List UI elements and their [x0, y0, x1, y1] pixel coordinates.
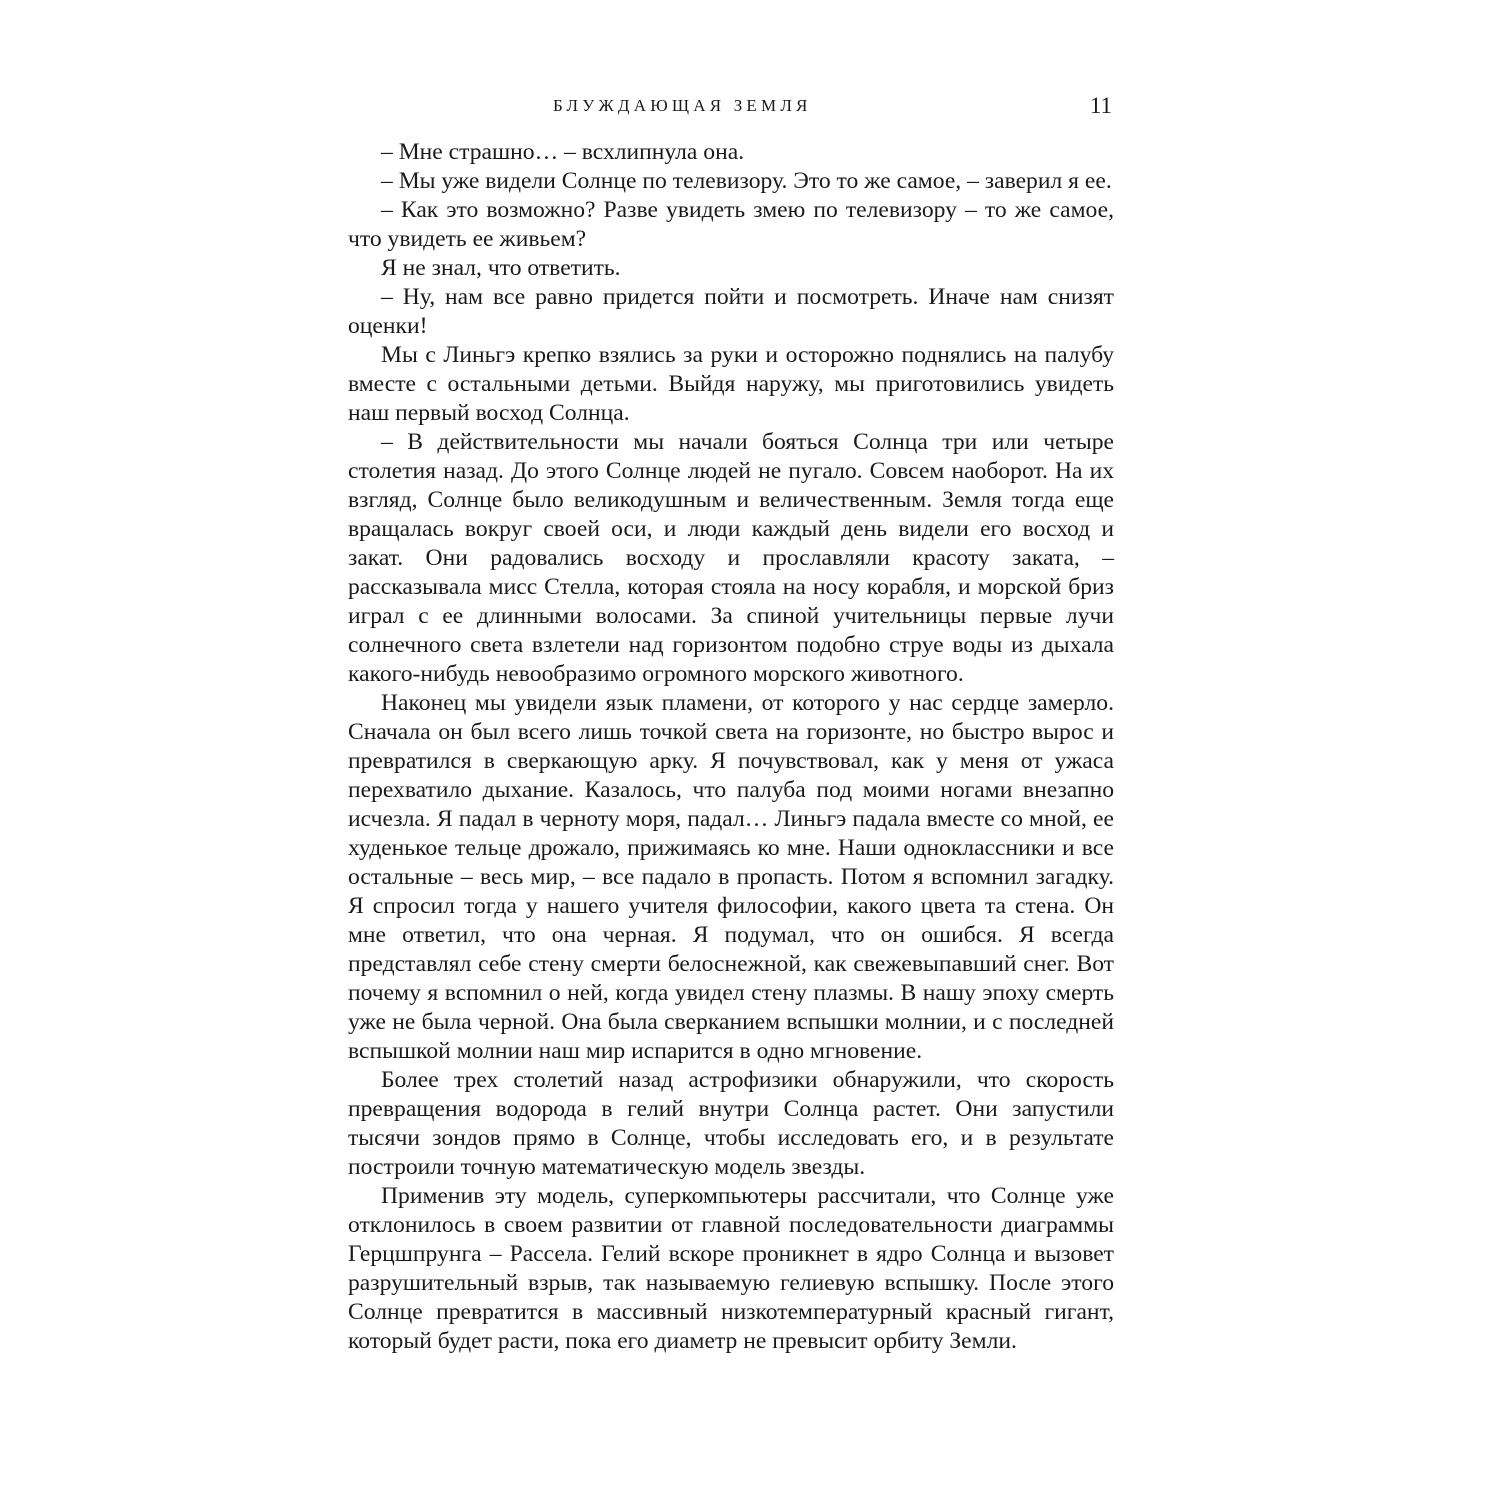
paragraph: – Как это возможно? Разве увидеть змею по телевизору – то же самое, что увидеть ее живьем? — [348, 197, 1114, 252]
paragraph: Наконец мы увидели язык пламени, от которого у нас сердце замерло. Сначала он был всего лишь точкой света на горизонте, но быстро вырос и превратился в сверкающую арку. Я почувствовал, как у меня от ужаса перехватило дыхание. Казалось, что палуба под моими ногами внезапно исчезла. Я падал в черноту моря, падал… Линьгэ падала вместе со мной, ее худенькое тельце дрожало, прижимаясь ко мне. Наши одноклассники и все остальные – весь мир, – все падало в пропасть. Потом я вспомнил загадку. Я спросил тогда у нашего учителя философии, какого цвета та стена. Он мне ответил, что она черная. Я подумал, что он ошибся. Я всегда представлял себе стену смерти белоснежной, как свежевыпавший снег. Вот почему я вспомнил о ней, когда увидел стену плазмы. В нашу эпоху смерть уже не была черной. Она была сверканием вспышки молнии, и с последней вспышкой молнии наш мир испарится в одно мгновение. — [348, 690, 1114, 1064]
paragraph: Более трех столетий назад астрофизики обнаружили, что скорость превращения водорода в гелий внутри Солнца растет. Они запустили тысячи зондов прямо в Солнце, чтобы исследовать его, и в результате построили точную математическую модель звезды. — [348, 1067, 1114, 1180]
paragraph: – Мне страшно… – всхлипнула она. — [381, 139, 745, 165]
paragraph: Мы с Линьгэ крепко взялись за руки и осторожно поднялись на палубу вместе с остальными детьми. Выйдя наружу, мы приготовились увидеть наш первый восход Солнца. — [348, 342, 1114, 426]
paragraph: – Мы уже видели Солнце по телевизору. Это то же самое, – заверил я ее. — [381, 168, 1112, 194]
running-head — [0, 91, 1500, 121]
paragraph: – В действительности мы начали бояться Солнца три или четыре столетия назад. До этого Солнце людей не пугало. Совсем наоборот. На их взгляд, Солнце было великодушным и величественным. Земля тогда еще вращалась вокруг своей оси, и люди каждый день видели его восход и закат. Они радовались восходу и прославляли красоту заката, – рассказывала мисс Стелла, которая стояла на носу корабля, и морской бриз играл с ее длинными волосами. За спиной учительницы первые лучи солнечного света взлетели над горизонтом подобно струе воды из дыхала какого-нибудь невообразимо огромного морского животного. — [348, 429, 1114, 687]
paragraph: Я не знал, что ответить. — [381, 255, 621, 281]
paragraph: – Ну, нам все равно придется пойти и посмотреть. Иначе нам снизят оценки! — [348, 284, 1114, 339]
paragraph: Применив эту модель, суперкомпьютеры рассчитали, что Солнце уже отклонилось в своем развитии от главной последовательности диаграммы Герцшпрунга – Рассела. Гелий вскоре проникнет в ядро Солнца и вызовет разрушительный взрыв, так называемую гелиевую вспышку. После этого Солнце превратится в массивный низкотемпературный красный гигант, который будет расти, пока его диаметр не превысит орбиту Земли. — [348, 1183, 1114, 1354]
body-text — [348, 138, 1114, 1356]
running-title: БЛУЖДАЮЩАЯ ЗЕМЛЯ — [553, 96, 812, 115]
page-number: 11 — [1089, 93, 1112, 118]
